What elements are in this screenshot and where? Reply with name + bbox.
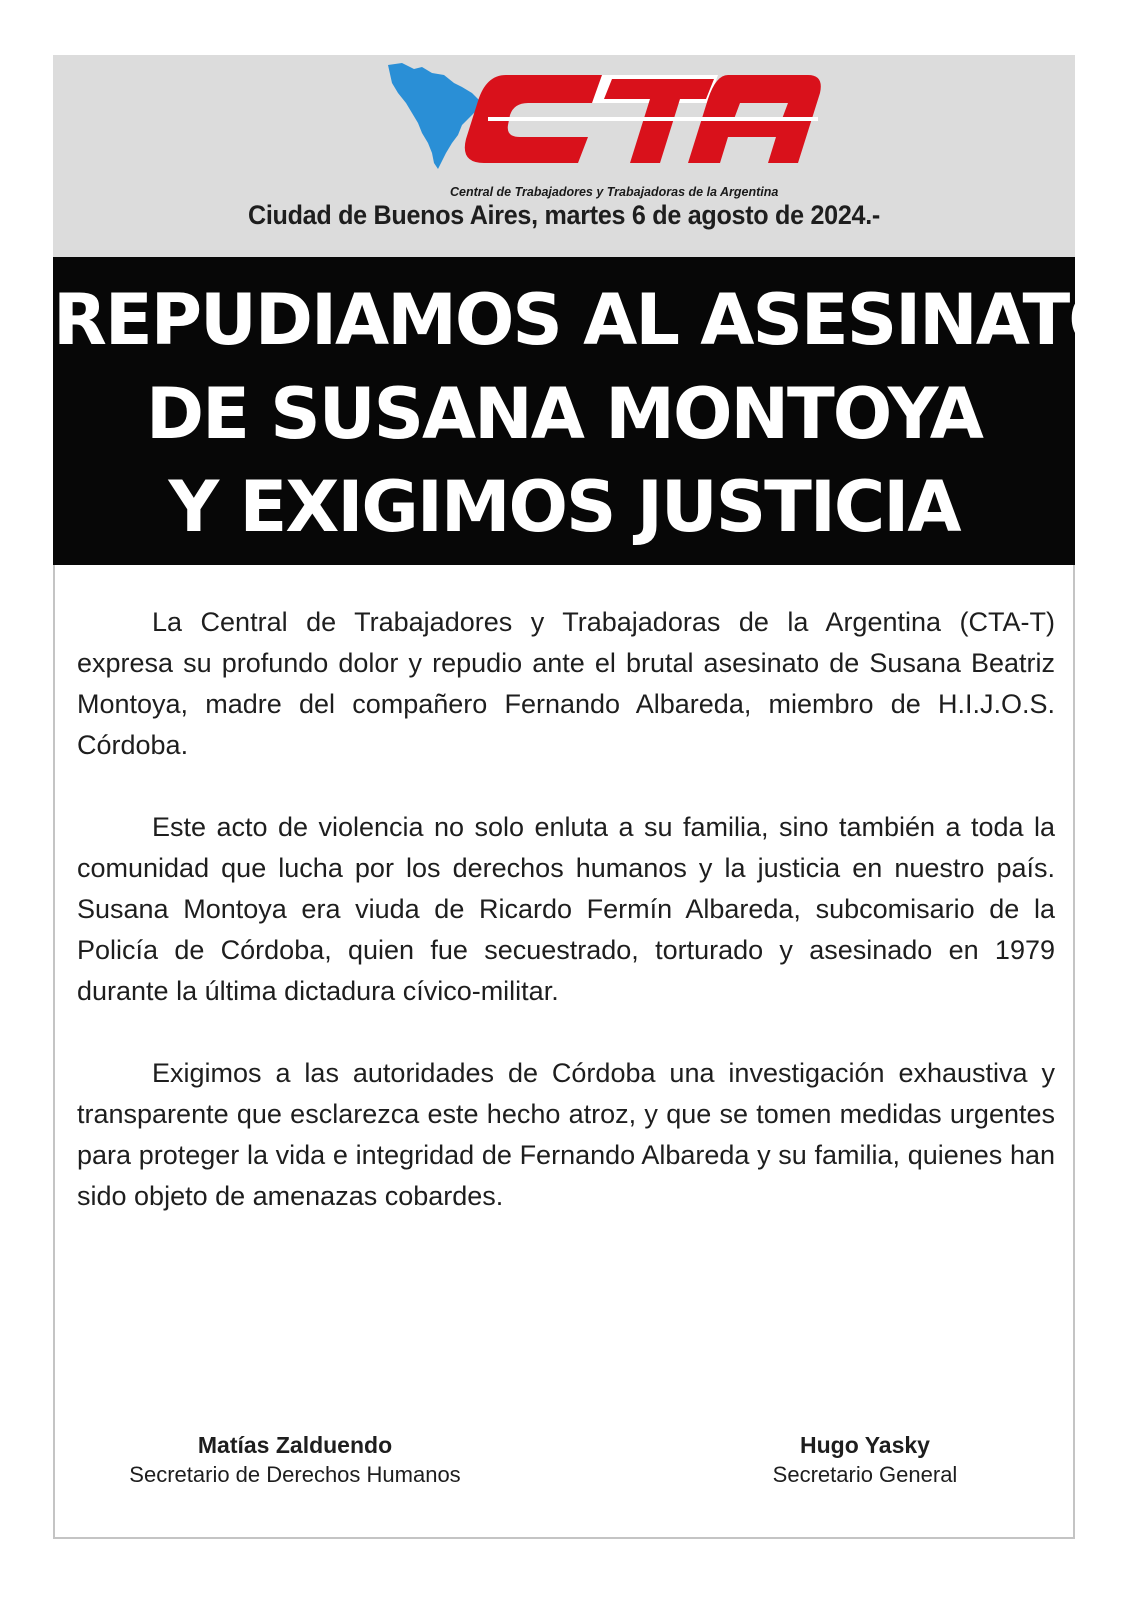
headline-line-2: DE SUSANA MONTOYA (146, 373, 982, 455)
signatory-role: Secretario de Derechos Humanos (129, 1462, 461, 1487)
letterhead (53, 55, 1075, 257)
paragraph-1: La Central de Trabajadores y Trabajadoras de la Argentina (CTA-T) expresa su profundo dolor y repudio ante el brutal asesinato de Susana Beatriz Montoya, madre del compañero Fernando Albareda, miembro de H.I.J.O.S. Córdoba. (77, 607, 1055, 760)
signature-left (125, 1430, 465, 1490)
signature-right (705, 1430, 1025, 1490)
signatory-name: Hugo Yasky (800, 1432, 930, 1458)
headline-line-1: REPUDIAMOS AL ASESINATO (53, 279, 1126, 361)
cta-logo-graphic (388, 63, 828, 188)
paragraph-2: Este acto de violencia no solo enluta a su familia, sino también a toda la comunidad que lucha por los derechos humanos y la justicia en nuestro país. Susana Montoya era viuda de Ricardo Fermín Albareda, subcomisario de la Policía de Córdoba, quien fue secuestrado, torturado y asesinado en 1979 durante la última dictadura cívico-militar. (77, 812, 1055, 1006)
signatory-role: Secretario General (772, 1462, 958, 1487)
signatory-name: Matías Zalduendo (197, 1432, 393, 1458)
cta-logo (388, 63, 828, 198)
headline-line-3: Y EXIGIMOS JUSTICIA (168, 466, 960, 548)
logo-subtitle: Central de Trabajadores y Trabajadoras de la Argentina (450, 185, 779, 199)
date-line: Ciudad de Buenos Aires, martes 6 de agosto de 2024.- (247, 200, 881, 230)
paragraph-3: Exigimos a las autoridades de Córdoba una investigación exhaustiva y transparente que esclarezca este hecho atroz, y que se tomen medidas urgentes para proteger la vida e integridad de Fernando Albareda y su familia, quienes han sido objeto de amenazas cobardes. (77, 1058, 1055, 1211)
statement-body (77, 602, 1055, 1258)
headline-band (53, 257, 1126, 565)
